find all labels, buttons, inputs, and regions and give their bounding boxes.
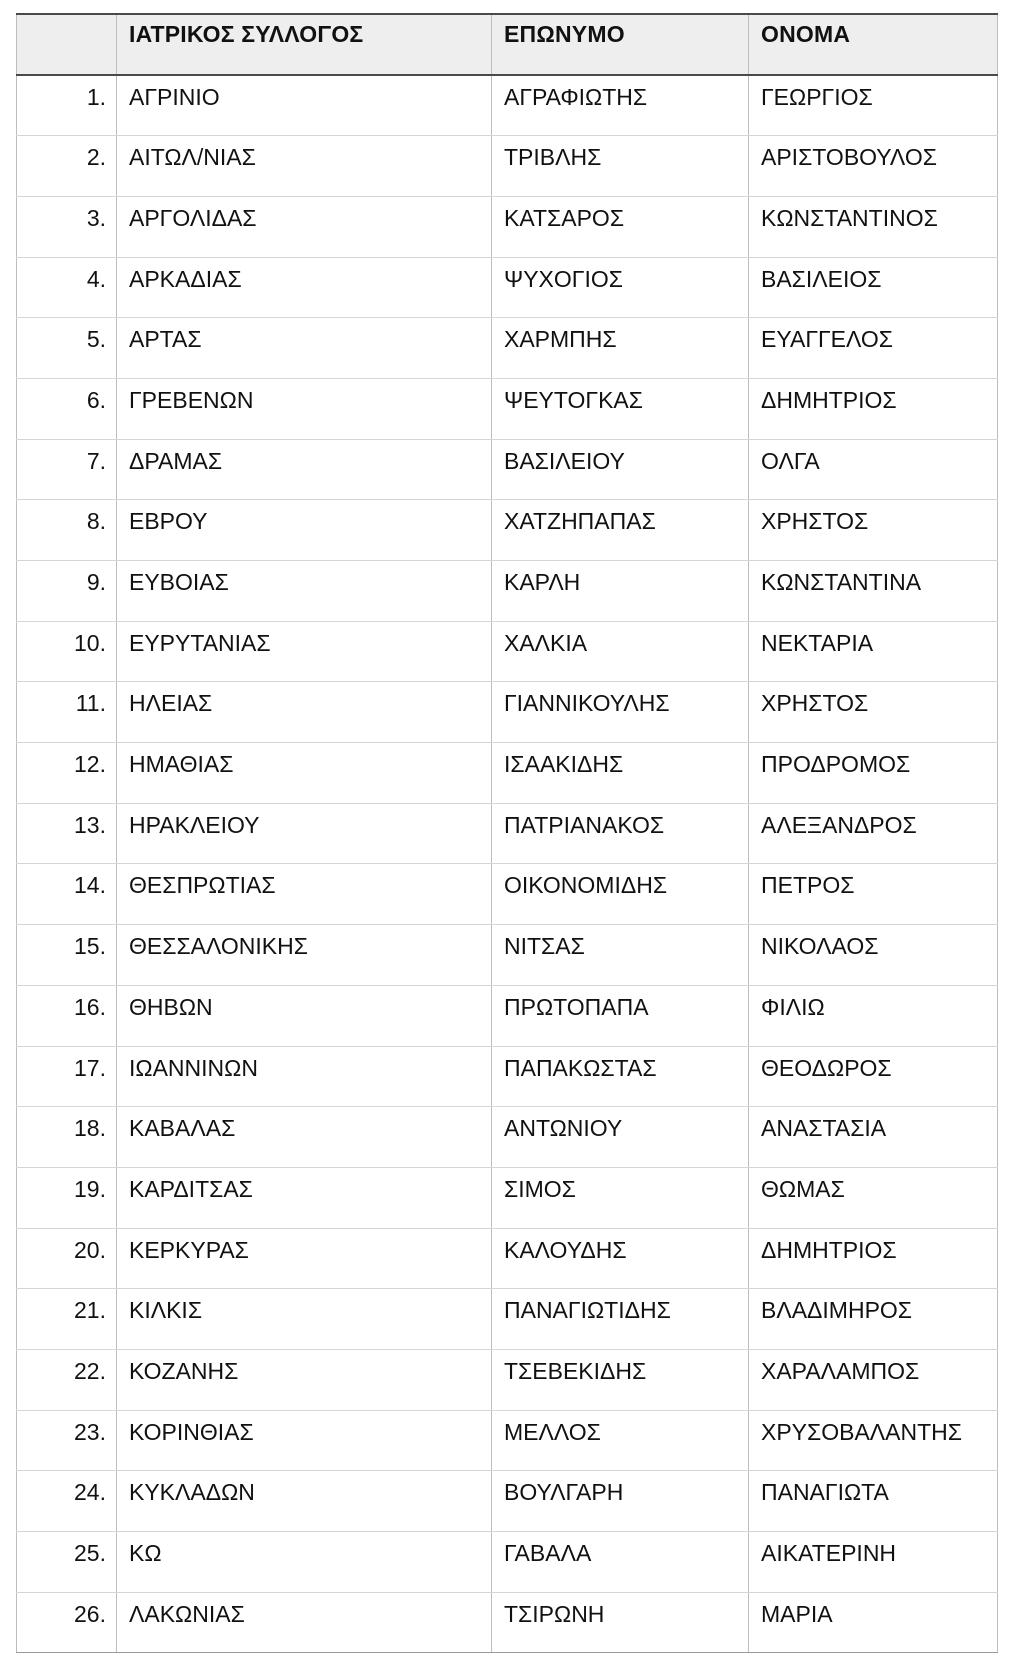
row-number: 6. xyxy=(17,378,117,439)
row-name: ΝΕΚΤΑΡΙΑ xyxy=(749,621,998,682)
row-name: ΓΕΩΡΓΙΟΣ xyxy=(749,75,998,136)
table-row xyxy=(17,378,998,439)
table-body xyxy=(17,75,998,1653)
row-name: ΑΝΑΣΤΑΣΙΑ xyxy=(749,1107,998,1168)
row-association: ΕΥΒΟΙΑΣ xyxy=(117,561,492,622)
table-row xyxy=(17,75,998,136)
row-number: 22. xyxy=(17,1349,117,1410)
table-row xyxy=(17,621,998,682)
row-name: ΧΡΥΣΟΒΑΛΑΝΤΗΣ xyxy=(749,1410,998,1471)
table-row xyxy=(17,743,998,804)
table-row xyxy=(17,561,998,622)
row-name: ΑΡΙΣΤΟΒΟΥΛΟΣ xyxy=(749,136,998,197)
row-number: 9. xyxy=(17,561,117,622)
row-number: 2. xyxy=(17,136,117,197)
row-association: ΑΡΚΑΔΙΑΣ xyxy=(117,257,492,318)
row-name: ΕΥΑΓΓΕΛΟΣ xyxy=(749,318,998,379)
row-association: ΑΙΤΩΛ/ΝΙΑΣ xyxy=(117,136,492,197)
row-name: ΧΡΗΣΤΟΣ xyxy=(749,500,998,561)
table-row xyxy=(17,1167,998,1228)
row-number: 26. xyxy=(17,1592,117,1653)
row-surname: ΤΣΙΡΩΝΗ xyxy=(492,1592,749,1653)
row-surname: ΠΑΠΑΚΩΣΤΑΣ xyxy=(492,1046,749,1107)
table-row xyxy=(17,257,998,318)
row-association: ΗΜΑΘΙΑΣ xyxy=(117,743,492,804)
row-association: ΚΟΡΙΝΘΙΑΣ xyxy=(117,1410,492,1471)
row-name: ΧΑΡΑΛΑΜΠΟΣ xyxy=(749,1349,998,1410)
table-row xyxy=(17,1592,998,1653)
table-row xyxy=(17,1349,998,1410)
table-row xyxy=(17,439,998,500)
row-name: ΑΛΕΞΑΝΔΡΟΣ xyxy=(749,803,998,864)
row-surname: ΚΑΛΟΥΔΗΣ xyxy=(492,1228,749,1289)
row-number: 5. xyxy=(17,318,117,379)
header-number xyxy=(17,14,117,75)
header-name: ΟΝΟΜΑ xyxy=(749,14,998,75)
row-number: 19. xyxy=(17,1167,117,1228)
row-surname: ΙΣΑΑΚΙΔΗΣ xyxy=(492,743,749,804)
row-name: ΑΙΚΑΤΕΡΙΝΗ xyxy=(749,1532,998,1593)
row-association: ΗΡΑΚΛΕΙΟΥ xyxy=(117,803,492,864)
row-number: 20. xyxy=(17,1228,117,1289)
row-number: 4. xyxy=(17,257,117,318)
row-surname: ΒΟΥΛΓΑΡΗ xyxy=(492,1471,749,1532)
row-association: ΓΡΕΒΕΝΩΝ xyxy=(117,378,492,439)
row-surname: ΨΕΥΤΟΓΚΑΣ xyxy=(492,378,749,439)
row-association: ΑΡΓΟΛΙΔΑΣ xyxy=(117,196,492,257)
table-row xyxy=(17,925,998,986)
row-name: ΠΕΤΡΟΣ xyxy=(749,864,998,925)
row-number: 13. xyxy=(17,803,117,864)
table-row xyxy=(17,196,998,257)
doctors-table xyxy=(16,13,998,1653)
table-row xyxy=(17,500,998,561)
row-surname: ΟΙΚΟΝΟΜΙΔΗΣ xyxy=(492,864,749,925)
row-surname: ΠΡΩΤΟΠΑΠΑ xyxy=(492,985,749,1046)
row-number: 24. xyxy=(17,1471,117,1532)
row-surname: ΓΑΒΑΛΑ xyxy=(492,1532,749,1593)
row-number: 10. xyxy=(17,621,117,682)
row-name: ΘΩΜΑΣ xyxy=(749,1167,998,1228)
header-surname: ΕΠΩΝΥΜΟ xyxy=(492,14,749,75)
row-number: 3. xyxy=(17,196,117,257)
row-surname: ΒΑΣΙΛΕΙΟΥ xyxy=(492,439,749,500)
row-name: ΦΙΛΙΩ xyxy=(749,985,998,1046)
row-name: ΘΕΟΔΩΡΟΣ xyxy=(749,1046,998,1107)
row-name: ΠΡΟΔΡΟΜΟΣ xyxy=(749,743,998,804)
row-number: 17. xyxy=(17,1046,117,1107)
row-association: ΗΛΕΙΑΣ xyxy=(117,682,492,743)
row-surname: ΑΝΤΩΝΙΟΥ xyxy=(492,1107,749,1168)
row-number: 11. xyxy=(17,682,117,743)
row-name: ΔΗΜΗΤΡΙΟΣ xyxy=(749,378,998,439)
table-row xyxy=(17,864,998,925)
table-row xyxy=(17,1107,998,1168)
row-association: ΔΡΑΜΑΣ xyxy=(117,439,492,500)
row-number: 15. xyxy=(17,925,117,986)
row-number: 25. xyxy=(17,1532,117,1593)
row-association: ΚΕΡΚΥΡΑΣ xyxy=(117,1228,492,1289)
row-association: ΕΒΡΟΥ xyxy=(117,500,492,561)
row-name: ΚΩΝΣΤΑΝΤΙΝΑ xyxy=(749,561,998,622)
row-surname: ΧΑΡΜΠΗΣ xyxy=(492,318,749,379)
table-row xyxy=(17,1289,998,1350)
row-association: ΙΩΑΝΝΙΝΩΝ xyxy=(117,1046,492,1107)
table-row xyxy=(17,1410,998,1471)
row-surname: ΠΑΤΡΙΑΝΑΚΟΣ xyxy=(492,803,749,864)
row-number: 8. xyxy=(17,500,117,561)
row-name: ΒΑΣΙΛΕΙΟΣ xyxy=(749,257,998,318)
row-association: ΚΟΖΑΝΗΣ xyxy=(117,1349,492,1410)
row-surname: ΠΑΝΑΓΙΩΤΙΔΗΣ xyxy=(492,1289,749,1350)
row-surname: ΚΑΤΣΑΡΟΣ xyxy=(492,196,749,257)
row-surname: ΓΙΑΝΝΙΚΟΥΛΗΣ xyxy=(492,682,749,743)
row-number: 23. xyxy=(17,1410,117,1471)
row-number: 21. xyxy=(17,1289,117,1350)
row-surname: ΚΑΡΛΗ xyxy=(492,561,749,622)
row-number: 18. xyxy=(17,1107,117,1168)
table-row xyxy=(17,682,998,743)
table-row xyxy=(17,1228,998,1289)
row-association: ΚΑΡΔΙΤΣΑΣ xyxy=(117,1167,492,1228)
row-association: ΚΙΛΚΙΣ xyxy=(117,1289,492,1350)
row-surname: ΜΕΛΛΟΣ xyxy=(492,1410,749,1471)
row-association: ΚΑΒΑΛΑΣ xyxy=(117,1107,492,1168)
row-name: ΔΗΜΗΤΡΙΟΣ xyxy=(749,1228,998,1289)
row-association: ΕΥΡΥΤΑΝΙΑΣ xyxy=(117,621,492,682)
row-association: ΑΡΤΑΣ xyxy=(117,318,492,379)
row-name: ΠΑΝΑΓΙΩΤΑ xyxy=(749,1471,998,1532)
row-association: ΚΩ xyxy=(117,1532,492,1593)
row-number: 14. xyxy=(17,864,117,925)
row-number: 16. xyxy=(17,985,117,1046)
row-number: 12. xyxy=(17,743,117,804)
row-name: ΚΩΝΣΤΑΝΤΙΝΟΣ xyxy=(749,196,998,257)
row-association: ΑΓΡΙΝΙΟ xyxy=(117,75,492,136)
row-name: ΒΛΑΔΙΜΗΡΟΣ xyxy=(749,1289,998,1350)
doctors-table-container xyxy=(16,13,997,1653)
row-name: ΜΑΡΙΑ xyxy=(749,1592,998,1653)
row-association: ΘΗΒΩΝ xyxy=(117,985,492,1046)
row-surname: ΧΑΛΚΙΑ xyxy=(492,621,749,682)
row-number: 7. xyxy=(17,439,117,500)
row-surname: ΤΡΙΒΛΗΣ xyxy=(492,136,749,197)
row-surname: ΝΙΤΣΑΣ xyxy=(492,925,749,986)
row-surname: ΧΑΤΖΗΠΑΠΑΣ xyxy=(492,500,749,561)
row-surname: ΣΙΜΟΣ xyxy=(492,1167,749,1228)
table-row xyxy=(17,985,998,1046)
row-name: ΧΡΗΣΤΟΣ xyxy=(749,682,998,743)
row-number: 1. xyxy=(17,75,117,136)
header-association: ΙΑΤΡΙΚΟΣ ΣΥΛΛΟΓΟΣ xyxy=(117,14,492,75)
table-row xyxy=(17,318,998,379)
row-surname: ΨΥΧΟΓΙΟΣ xyxy=(492,257,749,318)
row-association: ΘΕΣΠΡΩΤΙΑΣ xyxy=(117,864,492,925)
row-association: ΘΕΣΣΑΛΟΝΙΚΗΣ xyxy=(117,925,492,986)
table-row xyxy=(17,1532,998,1593)
table-row xyxy=(17,1471,998,1532)
row-association: ΛΑΚΩΝΙΑΣ xyxy=(117,1592,492,1653)
table-row xyxy=(17,136,998,197)
row-surname: ΑΓΡΑΦΙΩΤΗΣ xyxy=(492,75,749,136)
table-row xyxy=(17,1046,998,1107)
table-header-row xyxy=(17,14,998,75)
row-name: ΟΛΓΑ xyxy=(749,439,998,500)
row-surname: ΤΣΕΒΕΚΙΔΗΣ xyxy=(492,1349,749,1410)
row-name: ΝΙΚΟΛΑΟΣ xyxy=(749,925,998,986)
row-association: ΚΥΚΛΑΔΩΝ xyxy=(117,1471,492,1532)
table-row xyxy=(17,803,998,864)
